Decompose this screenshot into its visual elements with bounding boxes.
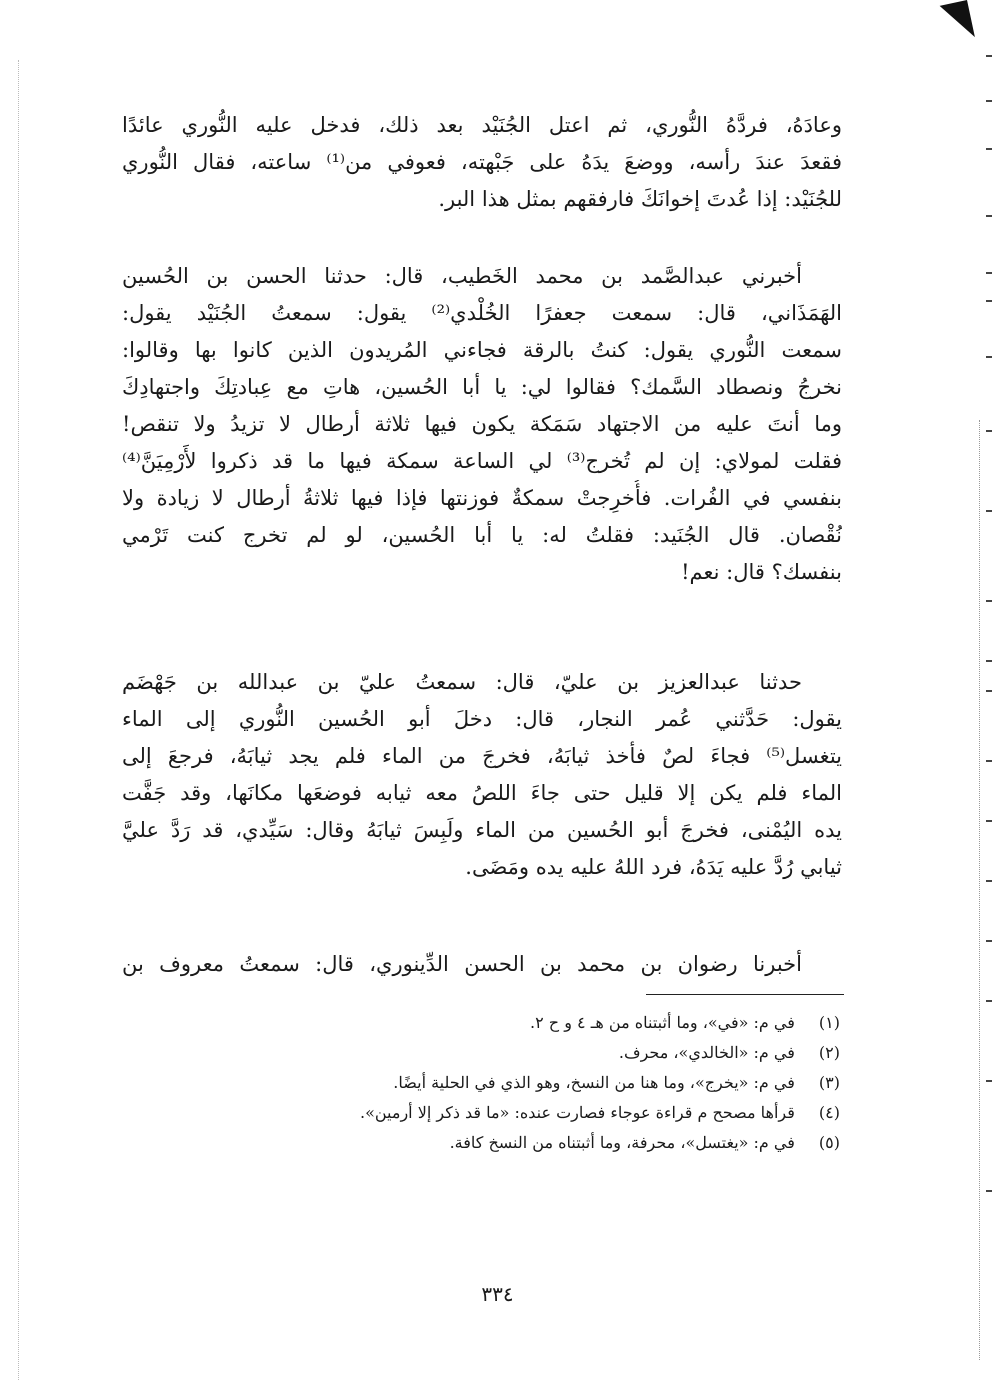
text-line: بنفسك؟ قال: نعم! [681,560,842,584]
text-line: فقلت لمولاي: إن لم تُخرج⁽³⁾ لي الساعة سمكة فيها ما قد ذكروا لأَرْمِيَنَّ⁽⁴⁾ [122,449,842,473]
text-line: فقعدَ عندَ رأسه، ووضعَ يدَهُ على جَبْهته، فعوفي من⁽¹⁾ ساعته، فقال النُّوري [122,150,842,174]
text-line: الماء فلم يكن إلا قليل حتى جاءَ اللصُ معه ثيابه فوضعَها مكانَها، وقد جَفَّت [122,781,842,805]
footnote-item [280,1038,840,1068]
text-line: يتغسل⁽⁵⁾ فجاءَ لصٌ فأخذ ثيابَهُ، فخرجَ من الماء فلم يجد ثيابَهُ، فرجعَ إلى [122,744,842,768]
text-line: يقول: حَدَّثني عُمر النجار، قال: دخلَ أبو الحُسين النُّوري إلى الماء [122,707,842,731]
text-line: ثيابي رُدَّ عليه يَدَهُ، فرد اللهُ عليه يده ومَضَى. [465,855,842,879]
footnote-text: في م: «يخرج»، وما هنا من النسخ، وهو الذي في الحلية أيضًا. [393,1073,795,1092]
footnote-number: (٣) [818,1073,840,1092]
text-line: أخبرنا رضوان بن محمد بن الحسن الدِّينوري، قال: سمعتُ معروف بن [122,952,802,976]
footnote-text: قرأها مصحح م قراءة عوجاء فصارت عنده: «ما قد ذكر إلا أرمين». [360,1103,795,1122]
footnote-text: في م: «الخالدي»، محرف. [618,1043,795,1062]
text-line: نخرجُ ونصطاد السَّمك؟ فقالوا لي: يا أبا الحُسين، هاتِ مع عِبادتِكَ واجتهادِكَ [122,375,842,399]
footnote-item [280,1098,840,1128]
footnote-text: في م: «في»، وما أثبتناه من هـ ٤ و ح ٢. [530,1013,795,1032]
footnote-number: (٤) [818,1103,840,1122]
paragraph-2 [122,258,842,591]
footnote-item [280,1008,840,1038]
corner-mark [940,0,975,43]
paragraph-1 [122,107,842,218]
footnote-divider [646,994,844,995]
text-line: أخبرني عبدالصَّمد بن محمد الخَطيب، قال: حدثنا الحسن بن الحُسين [122,264,802,288]
footnote-item [280,1128,840,1158]
scan-edge-marks [981,0,995,1394]
text-line: نُقْصان. قال الجُنَيد: فقلتُ له: يا أبا الحُسين، لو لم تخرج كنت تَرْمي [122,523,842,547]
footnote-number: (٢) [818,1043,840,1062]
text-line: وعادَهُ، فردَّهُ النُّوري، ثم اعتل الجُنَيْد بعد ذلك، فدخل عليه النُّوري عائدًا [122,113,842,137]
footnotes [280,1008,840,1158]
text-line: وما أنتَ عليه من الاجتهاد سَمَكة يكون فيها ثلاثة أرطال لا تزيدُ ولا تنقص! [122,412,842,436]
paragraph-4 [122,946,842,983]
footnote-item [280,1068,840,1098]
footnote-text: في م: «يغتسل»، محرفة، وما أثبتناه من النسخ كافة. [449,1133,795,1152]
text-line: يده اليُمْنى، فخرجَ أبو الحُسين من الماء ولَبِسَ ثيابَهُ وقال: سَيِّدي، قد رَدَّ عليَّ [122,818,842,842]
page-number: ٣٣٤ [481,1282,514,1306]
footnote-number: (١) [818,1013,840,1032]
scan-artifact-left [18,60,20,1380]
text-line: سمعت النُّوري يقول: كنتُ بالرقة فجاءني المُريدون الذين كانوا بها وقالوا: [122,338,842,362]
text-line: الهَمَذَاني، قال: سمعت جعفرًا الخُلْدي⁽²⁾ يقول: سمعتُ الجُنَيْد يقول: [122,301,842,325]
text-line: حدثنا عبدالعزيز بن عليّ، قال: سمعتُ عليّ بن عبدالله بن جَهْضَم [122,670,802,694]
paragraph-3 [122,664,842,886]
text-line: بنفسي في الفُرات. فأُخرِجتْ سمكةٌ فوزنتها فإذا فيها ثلاثةُ أرطال لا زيادة ولا [122,486,842,510]
text-line: للجُنَيْد: إذا عُدتَ إخوانَكَ فارفقهم بمثل هذا البر. [438,187,842,211]
footnote-number: (٥) [818,1133,840,1152]
